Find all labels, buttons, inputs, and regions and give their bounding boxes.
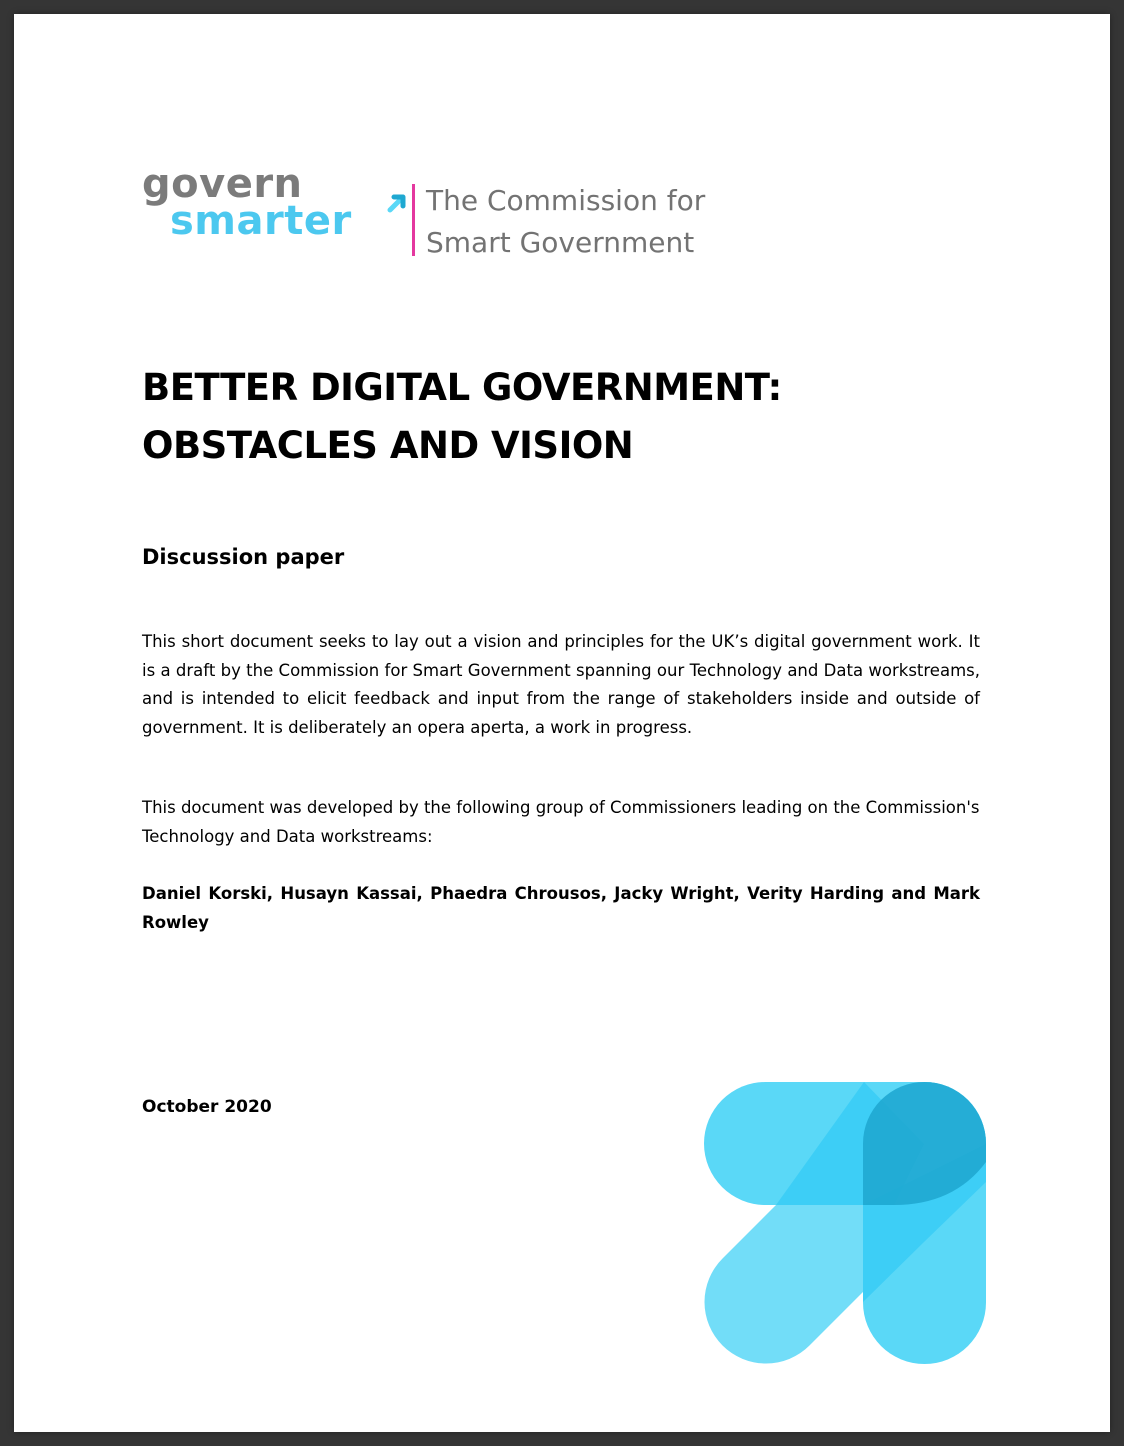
intro-paragraph: This short document seeks to lay out a vision and principles for the UK’s digital government work. It is a draft by the Commission for Smart Government spanning our Technology and Data workstreams, and is intended to elicit feedback and input from the range of stakeholders inside and outside of government. It is deliberately an opera aperta, a work in progress. (142, 632, 980, 738)
logo-commission-line2: Smart Government (426, 226, 695, 259)
document-subtitle: Discussion paper (142, 545, 345, 569)
authors-list: Daniel Korski, Husayn Kassai, Phaedra Chrousos, Jacky Wright, Verity Harding and Mark Rowley (142, 884, 980, 932)
developed-by-paragraph: This document was developed by the following group of Commissioners leading on the Commission's Technology and Data workstreams: (142, 798, 980, 846)
logo-commission-line1: The Commission for (426, 184, 706, 217)
document-title (142, 359, 1002, 475)
logo-commission-name (426, 180, 705, 264)
logo-arrow-icon (386, 192, 408, 214)
arrow-up-right-icon (704, 1082, 986, 1364)
document-page (14, 14, 1110, 1432)
document-title-line2: OBSTACLES AND VISION (142, 424, 634, 467)
publication-date: October 2020 (142, 1097, 272, 1117)
govern-smarter-logo (142, 161, 742, 259)
logo-word-govern: govern (142, 161, 303, 207)
document-title-line1: BETTER DIGITAL GOVERNMENT: (142, 366, 782, 409)
logo-word-smarter: smarter (170, 198, 352, 244)
logo-divider (412, 184, 415, 256)
